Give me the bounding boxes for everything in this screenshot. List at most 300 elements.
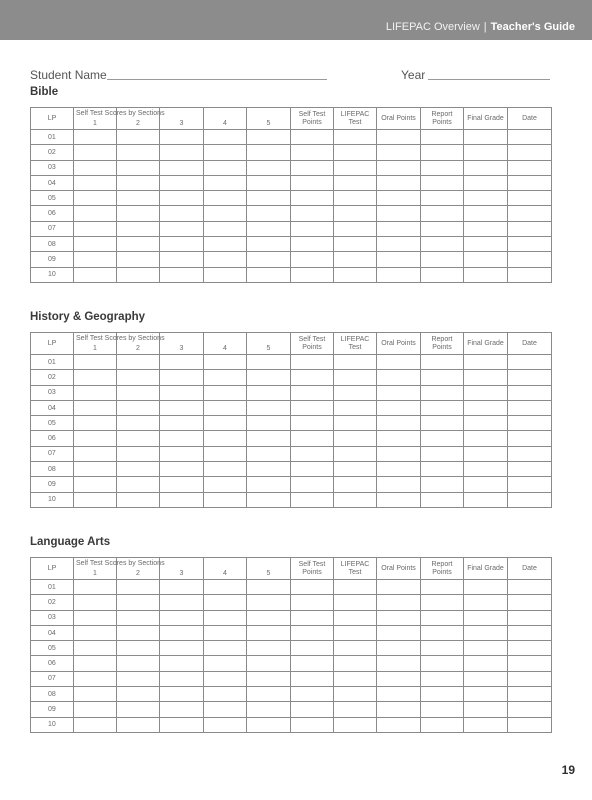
score-cell[interactable] — [508, 160, 552, 175]
score-cell[interactable] — [247, 702, 291, 717]
score-cell[interactable] — [421, 580, 464, 595]
score-cell[interactable] — [508, 370, 552, 385]
score-cell[interactable] — [291, 370, 334, 385]
score-cell[interactable] — [508, 237, 552, 252]
score-cell[interactable] — [334, 477, 377, 492]
score-cell[interactable] — [247, 267, 291, 282]
score-cell[interactable] — [291, 267, 334, 282]
score-cell[interactable] — [74, 580, 117, 595]
score-cell[interactable] — [160, 221, 204, 236]
score-cell[interactable] — [247, 252, 291, 267]
score-cell[interactable] — [74, 385, 117, 400]
score-cell[interactable] — [377, 446, 421, 461]
score-cell[interactable] — [508, 191, 552, 206]
score-cell[interactable] — [74, 446, 117, 461]
score-cell[interactable] — [160, 175, 204, 190]
score-cell[interactable] — [247, 625, 291, 640]
score-cell[interactable] — [291, 145, 334, 160]
score-cell[interactable] — [421, 671, 464, 686]
score-cell[interactable] — [464, 160, 508, 175]
score-cell[interactable] — [74, 717, 117, 732]
score-cell[interactable] — [291, 656, 334, 671]
score-cell[interactable] — [74, 431, 117, 446]
student-name-field[interactable] — [107, 79, 327, 80]
score-cell[interactable] — [421, 656, 464, 671]
score-cell[interactable] — [377, 237, 421, 252]
score-cell[interactable] — [291, 641, 334, 656]
score-cell[interactable] — [74, 492, 117, 507]
score-cell[interactable] — [247, 477, 291, 492]
score-cell[interactable] — [464, 492, 508, 507]
score-cell[interactable] — [160, 191, 204, 206]
score-cell[interactable] — [247, 175, 291, 190]
score-cell[interactable] — [247, 355, 291, 370]
score-cell[interactable] — [334, 191, 377, 206]
score-cell[interactable] — [508, 580, 552, 595]
score-cell[interactable] — [334, 656, 377, 671]
score-cell[interactable] — [464, 580, 508, 595]
score-cell[interactable] — [204, 416, 247, 431]
score-cell[interactable] — [334, 625, 377, 640]
score-cell[interactable] — [421, 130, 464, 145]
score-cell[interactable] — [247, 656, 291, 671]
score-cell[interactable] — [508, 656, 552, 671]
score-cell[interactable] — [160, 580, 204, 595]
score-cell[interactable] — [421, 267, 464, 282]
score-cell[interactable] — [464, 355, 508, 370]
score-cell[interactable] — [160, 446, 204, 461]
score-cell[interactable] — [334, 580, 377, 595]
score-cell[interactable] — [421, 610, 464, 625]
score-cell[interactable] — [334, 400, 377, 415]
score-cell[interactable] — [334, 671, 377, 686]
score-cell[interactable] — [508, 267, 552, 282]
score-cell[interactable] — [464, 656, 508, 671]
score-cell[interactable] — [247, 641, 291, 656]
score-cell[interactable] — [74, 160, 117, 175]
score-cell[interactable] — [247, 717, 291, 732]
score-cell[interactable] — [117, 462, 160, 477]
score-cell[interactable] — [508, 175, 552, 190]
score-cell[interactable] — [377, 671, 421, 686]
score-cell[interactable] — [421, 492, 464, 507]
score-cell[interactable] — [160, 400, 204, 415]
score-cell[interactable] — [247, 130, 291, 145]
score-cell[interactable] — [291, 252, 334, 267]
score-cell[interactable] — [421, 477, 464, 492]
score-cell[interactable] — [247, 687, 291, 702]
score-cell[interactable] — [160, 477, 204, 492]
score-cell[interactable] — [160, 431, 204, 446]
score-cell[interactable] — [508, 145, 552, 160]
score-cell[interactable] — [464, 641, 508, 656]
score-cell[interactable] — [160, 385, 204, 400]
score-cell[interactable] — [291, 175, 334, 190]
score-cell[interactable] — [464, 595, 508, 610]
score-cell[interactable] — [204, 370, 247, 385]
score-cell[interactable] — [204, 252, 247, 267]
score-cell[interactable] — [160, 641, 204, 656]
score-cell[interactable] — [508, 717, 552, 732]
score-cell[interactable] — [508, 610, 552, 625]
score-cell[interactable] — [464, 267, 508, 282]
score-cell[interactable] — [204, 355, 247, 370]
score-cell[interactable] — [74, 191, 117, 206]
score-cell[interactable] — [117, 252, 160, 267]
score-cell[interactable] — [334, 160, 377, 175]
score-cell[interactable] — [377, 355, 421, 370]
score-cell[interactable] — [204, 446, 247, 461]
score-cell[interactable] — [377, 656, 421, 671]
score-cell[interactable] — [117, 492, 160, 507]
score-cell[interactable] — [421, 252, 464, 267]
score-cell[interactable] — [421, 355, 464, 370]
score-cell[interactable] — [160, 492, 204, 507]
score-cell[interactable] — [421, 370, 464, 385]
score-cell[interactable] — [204, 580, 247, 595]
score-cell[interactable] — [74, 221, 117, 236]
score-cell[interactable] — [508, 416, 552, 431]
score-cell[interactable] — [117, 175, 160, 190]
score-cell[interactable] — [421, 641, 464, 656]
score-cell[interactable] — [74, 267, 117, 282]
score-cell[interactable] — [334, 462, 377, 477]
score-cell[interactable] — [160, 370, 204, 385]
score-cell[interactable] — [508, 687, 552, 702]
score-cell[interactable] — [117, 687, 160, 702]
score-cell[interactable] — [247, 191, 291, 206]
score-cell[interactable] — [334, 221, 377, 236]
score-cell[interactable] — [421, 595, 464, 610]
score-cell[interactable] — [377, 175, 421, 190]
score-cell[interactable] — [421, 431, 464, 446]
score-cell[interactable] — [160, 145, 204, 160]
score-cell[interactable] — [377, 191, 421, 206]
score-cell[interactable] — [204, 221, 247, 236]
score-cell[interactable] — [377, 400, 421, 415]
score-cell[interactable] — [291, 671, 334, 686]
score-cell[interactable] — [204, 595, 247, 610]
score-cell[interactable] — [160, 687, 204, 702]
score-cell[interactable] — [421, 191, 464, 206]
score-cell[interactable] — [117, 130, 160, 145]
score-cell[interactable] — [464, 370, 508, 385]
score-cell[interactable] — [377, 416, 421, 431]
score-cell[interactable] — [247, 580, 291, 595]
score-cell[interactable] — [74, 400, 117, 415]
score-cell[interactable] — [334, 267, 377, 282]
score-cell[interactable] — [247, 492, 291, 507]
score-cell[interactable] — [334, 237, 377, 252]
score-cell[interactable] — [204, 175, 247, 190]
score-cell[interactable] — [247, 221, 291, 236]
score-cell[interactable] — [117, 355, 160, 370]
score-cell[interactable] — [74, 687, 117, 702]
score-cell[interactable] — [377, 492, 421, 507]
score-cell[interactable] — [334, 416, 377, 431]
score-cell[interactable] — [74, 355, 117, 370]
score-cell[interactable] — [291, 702, 334, 717]
score-cell[interactable] — [291, 385, 334, 400]
score-cell[interactable] — [508, 492, 552, 507]
score-cell[interactable] — [464, 191, 508, 206]
score-cell[interactable] — [377, 431, 421, 446]
score-cell[interactable] — [291, 130, 334, 145]
score-cell[interactable] — [117, 610, 160, 625]
score-cell[interactable] — [377, 462, 421, 477]
score-cell[interactable] — [117, 580, 160, 595]
score-cell[interactable] — [291, 687, 334, 702]
score-cell[interactable] — [247, 237, 291, 252]
score-cell[interactable] — [421, 702, 464, 717]
score-cell[interactable] — [377, 687, 421, 702]
score-cell[interactable] — [117, 595, 160, 610]
score-cell[interactable] — [160, 237, 204, 252]
score-cell[interactable] — [377, 267, 421, 282]
score-cell[interactable] — [334, 492, 377, 507]
score-cell[interactable] — [421, 625, 464, 640]
score-cell[interactable] — [508, 462, 552, 477]
score-cell[interactable] — [117, 385, 160, 400]
score-cell[interactable] — [291, 400, 334, 415]
score-cell[interactable] — [160, 702, 204, 717]
score-cell[interactable] — [508, 252, 552, 267]
score-cell[interactable] — [204, 641, 247, 656]
score-cell[interactable] — [204, 656, 247, 671]
score-cell[interactable] — [204, 237, 247, 252]
score-cell[interactable] — [421, 145, 464, 160]
score-cell[interactable] — [464, 625, 508, 640]
score-cell[interactable] — [117, 400, 160, 415]
score-cell[interactable] — [160, 462, 204, 477]
score-cell[interactable] — [247, 206, 291, 221]
score-cell[interactable] — [464, 717, 508, 732]
score-cell[interactable] — [74, 671, 117, 686]
score-cell[interactable] — [464, 385, 508, 400]
score-cell[interactable] — [377, 145, 421, 160]
score-cell[interactable] — [508, 130, 552, 145]
score-cell[interactable] — [247, 610, 291, 625]
score-cell[interactable] — [508, 355, 552, 370]
score-cell[interactable] — [421, 206, 464, 221]
score-cell[interactable] — [74, 610, 117, 625]
score-cell[interactable] — [74, 130, 117, 145]
score-cell[interactable] — [508, 206, 552, 221]
score-cell[interactable] — [377, 130, 421, 145]
score-cell[interactable] — [204, 385, 247, 400]
score-cell[interactable] — [247, 145, 291, 160]
score-cell[interactable] — [117, 206, 160, 221]
score-cell[interactable] — [334, 717, 377, 732]
score-cell[interactable] — [160, 625, 204, 640]
score-cell[interactable] — [204, 267, 247, 282]
score-cell[interactable] — [117, 446, 160, 461]
score-cell[interactable] — [74, 641, 117, 656]
score-cell[interactable] — [204, 702, 247, 717]
score-cell[interactable] — [464, 252, 508, 267]
score-cell[interactable] — [117, 641, 160, 656]
score-cell[interactable] — [464, 206, 508, 221]
score-cell[interactable] — [334, 610, 377, 625]
score-cell[interactable] — [464, 687, 508, 702]
score-cell[interactable] — [247, 416, 291, 431]
score-cell[interactable] — [204, 160, 247, 175]
score-cell[interactable] — [117, 671, 160, 686]
score-cell[interactable] — [334, 641, 377, 656]
score-cell[interactable] — [117, 477, 160, 492]
year-field[interactable] — [428, 79, 550, 80]
score-cell[interactable] — [74, 252, 117, 267]
score-cell[interactable] — [334, 595, 377, 610]
score-cell[interactable] — [421, 446, 464, 461]
score-cell[interactable] — [334, 355, 377, 370]
score-cell[interactable] — [508, 477, 552, 492]
score-cell[interactable] — [421, 175, 464, 190]
score-cell[interactable] — [160, 160, 204, 175]
score-cell[interactable] — [117, 267, 160, 282]
score-cell[interactable] — [508, 221, 552, 236]
score-cell[interactable] — [464, 145, 508, 160]
score-cell[interactable] — [508, 702, 552, 717]
score-cell[interactable] — [74, 145, 117, 160]
score-cell[interactable] — [204, 477, 247, 492]
score-cell[interactable] — [204, 610, 247, 625]
score-cell[interactable] — [160, 610, 204, 625]
score-cell[interactable] — [421, 717, 464, 732]
score-cell[interactable] — [334, 145, 377, 160]
score-cell[interactable] — [160, 416, 204, 431]
score-cell[interactable] — [117, 191, 160, 206]
score-cell[interactable] — [291, 492, 334, 507]
score-cell[interactable] — [160, 130, 204, 145]
score-cell[interactable] — [291, 237, 334, 252]
score-cell[interactable] — [247, 595, 291, 610]
score-cell[interactable] — [204, 717, 247, 732]
score-cell[interactable] — [247, 671, 291, 686]
score-cell[interactable] — [204, 462, 247, 477]
score-cell[interactable] — [291, 221, 334, 236]
score-cell[interactable] — [74, 477, 117, 492]
score-cell[interactable] — [508, 446, 552, 461]
score-cell[interactable] — [204, 130, 247, 145]
score-cell[interactable] — [464, 446, 508, 461]
score-cell[interactable] — [464, 431, 508, 446]
score-cell[interactable] — [291, 416, 334, 431]
score-cell[interactable] — [334, 206, 377, 221]
score-cell[interactable] — [334, 252, 377, 267]
score-cell[interactable] — [247, 160, 291, 175]
score-cell[interactable] — [74, 702, 117, 717]
score-cell[interactable] — [117, 160, 160, 175]
score-cell[interactable] — [247, 446, 291, 461]
score-cell[interactable] — [464, 477, 508, 492]
score-cell[interactable] — [204, 145, 247, 160]
score-cell[interactable] — [117, 717, 160, 732]
score-cell[interactable] — [204, 687, 247, 702]
score-cell[interactable] — [204, 206, 247, 221]
score-cell[interactable] — [334, 130, 377, 145]
score-cell[interactable] — [464, 416, 508, 431]
score-cell[interactable] — [508, 595, 552, 610]
score-cell[interactable] — [421, 400, 464, 415]
score-cell[interactable] — [464, 130, 508, 145]
score-cell[interactable] — [247, 370, 291, 385]
score-cell[interactable] — [377, 221, 421, 236]
score-cell[interactable] — [247, 431, 291, 446]
score-cell[interactable] — [377, 370, 421, 385]
score-cell[interactable] — [247, 462, 291, 477]
score-cell[interactable] — [160, 206, 204, 221]
score-cell[interactable] — [464, 462, 508, 477]
score-cell[interactable] — [421, 237, 464, 252]
score-cell[interactable] — [291, 595, 334, 610]
score-cell[interactable] — [117, 145, 160, 160]
score-cell[interactable] — [334, 446, 377, 461]
score-cell[interactable] — [291, 431, 334, 446]
score-cell[interactable] — [160, 267, 204, 282]
score-cell[interactable] — [160, 717, 204, 732]
score-cell[interactable] — [464, 237, 508, 252]
score-cell[interactable] — [291, 446, 334, 461]
score-cell[interactable] — [291, 462, 334, 477]
score-cell[interactable] — [291, 355, 334, 370]
score-cell[interactable] — [377, 595, 421, 610]
score-cell[interactable] — [421, 221, 464, 236]
score-cell[interactable] — [377, 610, 421, 625]
score-cell[interactable] — [74, 625, 117, 640]
score-cell[interactable] — [117, 416, 160, 431]
score-cell[interactable] — [464, 671, 508, 686]
score-cell[interactable] — [74, 416, 117, 431]
score-cell[interactable] — [204, 191, 247, 206]
score-cell[interactable] — [334, 385, 377, 400]
score-cell[interactable] — [204, 400, 247, 415]
score-cell[interactable] — [377, 702, 421, 717]
score-cell[interactable] — [377, 580, 421, 595]
score-cell[interactable] — [334, 370, 377, 385]
score-cell[interactable] — [291, 477, 334, 492]
score-cell[interactable] — [204, 492, 247, 507]
score-cell[interactable] — [74, 595, 117, 610]
score-cell[interactable] — [291, 206, 334, 221]
score-cell[interactable] — [291, 160, 334, 175]
score-cell[interactable] — [74, 206, 117, 221]
score-cell[interactable] — [377, 625, 421, 640]
score-cell[interactable] — [74, 462, 117, 477]
score-cell[interactable] — [508, 400, 552, 415]
score-cell[interactable] — [117, 221, 160, 236]
score-cell[interactable] — [117, 370, 160, 385]
score-cell[interactable] — [377, 477, 421, 492]
score-cell[interactable] — [464, 610, 508, 625]
score-cell[interactable] — [508, 625, 552, 640]
score-cell[interactable] — [421, 160, 464, 175]
score-cell[interactable] — [74, 175, 117, 190]
score-cell[interactable] — [117, 702, 160, 717]
score-cell[interactable] — [334, 687, 377, 702]
score-cell[interactable] — [117, 431, 160, 446]
score-cell[interactable] — [377, 252, 421, 267]
score-cell[interactable] — [160, 671, 204, 686]
score-cell[interactable] — [74, 237, 117, 252]
score-cell[interactable] — [117, 237, 160, 252]
score-cell[interactable] — [334, 431, 377, 446]
score-cell[interactable] — [377, 717, 421, 732]
score-cell[interactable] — [160, 355, 204, 370]
score-cell[interactable] — [117, 625, 160, 640]
score-cell[interactable] — [508, 671, 552, 686]
score-cell[interactable] — [291, 625, 334, 640]
